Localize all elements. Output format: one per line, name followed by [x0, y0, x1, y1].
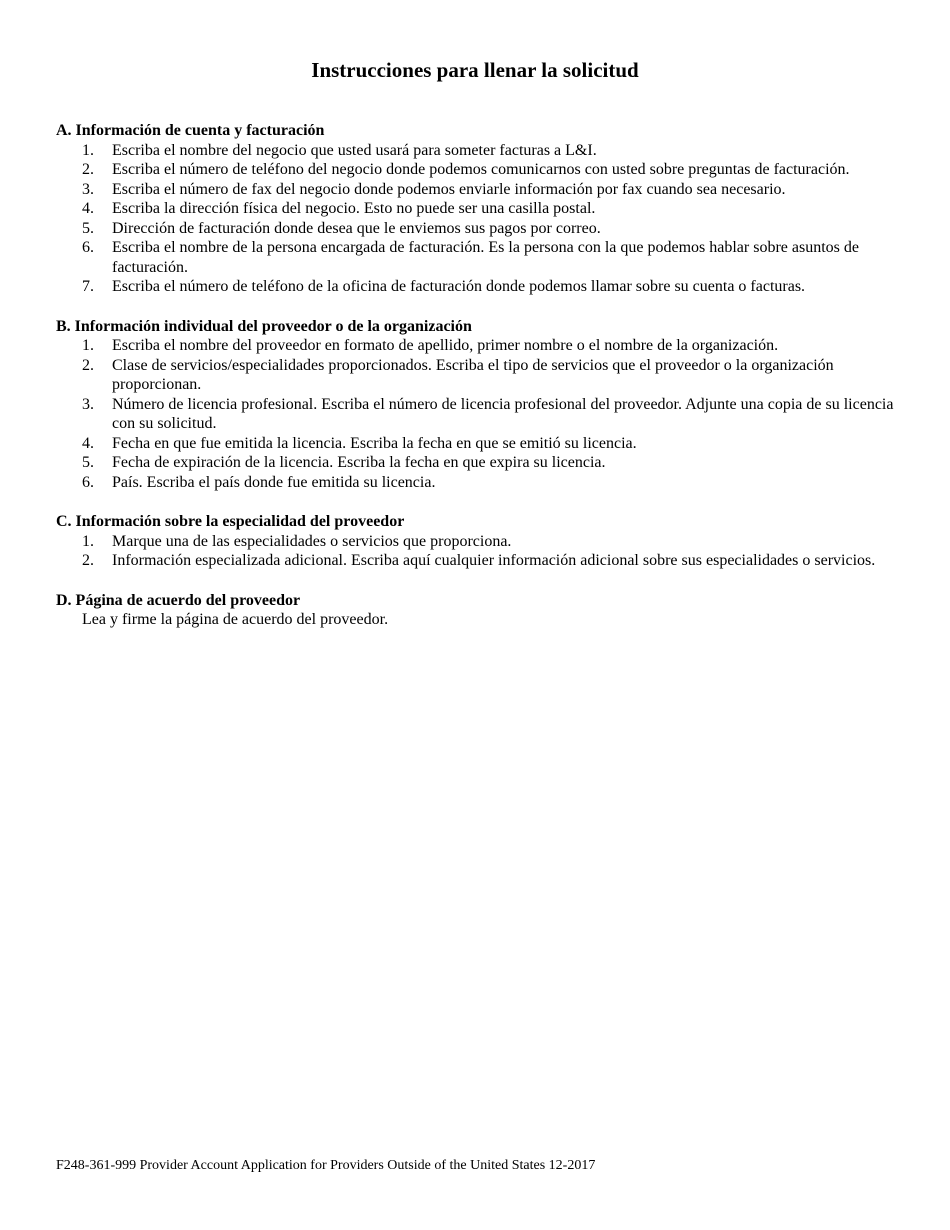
item-number: 6. — [82, 473, 94, 491]
list-item — [56, 199, 896, 219]
item-text: Escriba el nombre del negocio que usted usará para someter facturas a L&I. — [112, 141, 597, 159]
item-text: Marque una de las especialidades o servicios que proporciona. — [112, 532, 512, 550]
item-text: Dirección de facturación donde desea que le enviemos sus pagos por correo. — [112, 219, 601, 237]
item-number: 1. — [82, 141, 94, 159]
list-item — [56, 532, 896, 552]
item-text: Escriba la dirección física del negocio. Esto no puede ser una casilla postal. — [112, 200, 596, 217]
section-heading: C. Información sobre la especialidad del proveedor — [56, 513, 405, 530]
list-item — [56, 160, 896, 180]
form-footer: F248-361-999 Provider Account Application for Providers Outside of the United States 12-2017 — [56, 1158, 596, 1173]
section-a — [56, 121, 896, 297]
list-item — [56, 551, 896, 571]
item-text: Escriba el número de teléfono de la oficina de facturación donde podemos llamar sobre su cuenta o facturas. — [112, 278, 806, 295]
section-d — [56, 591, 896, 630]
list-item — [56, 473, 896, 493]
item-number: 6. — [82, 239, 94, 256]
item-text: Clase de servicios/especialidades proporcionados. Escriba el tipo de servicios que el proveedor o la organización proporcionan. — [112, 356, 834, 393]
page-title: Instrucciones para llenar la solicitud — [311, 58, 639, 82]
list-item — [56, 336, 896, 356]
section-c — [56, 512, 896, 571]
instructions-body — [56, 121, 896, 650]
item-number: 4. — [82, 200, 94, 217]
item-number: 3. — [82, 395, 94, 413]
section-heading: B. Información individual del proveedor o de la organización — [56, 317, 472, 335]
item-text: Escriba el número de teléfono del negocio donde podemos comunicarnos con usted sobre preguntas de facturación. — [112, 161, 850, 178]
list-item — [56, 395, 896, 434]
list-item — [56, 238, 896, 277]
item-number: 5. — [82, 454, 94, 471]
item-text: Número de licencia profesional. Escriba el número de licencia profesional del proveedor. Adjunte una copia de su licencia con su solicitud. — [112, 395, 894, 432]
list-item — [56, 219, 896, 239]
list-item — [56, 356, 896, 395]
list-item — [56, 434, 896, 454]
section-heading: D. Página de acuerdo del proveedor — [56, 591, 301, 609]
item-number: 2. — [82, 356, 94, 374]
item-text: Escriba el nombre del proveedor en formato de apellido, primer nombre o el nombre de la organización. — [112, 337, 779, 354]
item-text: Fecha en que fue emitida la licencia. Escriba la fecha en que se emitió su licencia. — [112, 434, 637, 452]
list-item — [56, 180, 896, 200]
item-text: País. Escriba el país donde fue emitida su licencia. — [112, 473, 436, 491]
item-number: 7. — [82, 278, 94, 295]
item-text: Información especializada adicional. Escriba aquí cualquier información adicional sobre sus especialidades o servicios. — [112, 552, 876, 569]
section-paragraph: Lea y firme la página de acuerdo del proveedor. — [82, 611, 389, 628]
section-b — [56, 317, 896, 493]
list-item — [56, 277, 896, 297]
list-item — [56, 141, 896, 161]
item-text: Fecha de expiración de la licencia. Escriba la fecha en que expira su licencia. — [112, 454, 606, 471]
item-text: Escriba el nombre de la persona encargada de facturación. Es la persona con la que podemos hablar sobre asuntos de facturación. — [112, 239, 859, 276]
item-number: 2. — [82, 161, 94, 178]
section-heading: A. Información de cuenta y facturación — [56, 122, 325, 139]
item-text: Escriba el número de fax del negocio donde podemos enviarle información por fax cuando sea necesario. — [112, 180, 786, 198]
item-number: 1. — [82, 532, 94, 550]
item-number: 5. — [82, 219, 94, 237]
item-number: 3. — [82, 180, 94, 198]
item-number: 4. — [82, 434, 94, 452]
item-number: 2. — [82, 552, 94, 569]
list-item — [56, 453, 896, 473]
item-number: 1. — [82, 337, 94, 354]
